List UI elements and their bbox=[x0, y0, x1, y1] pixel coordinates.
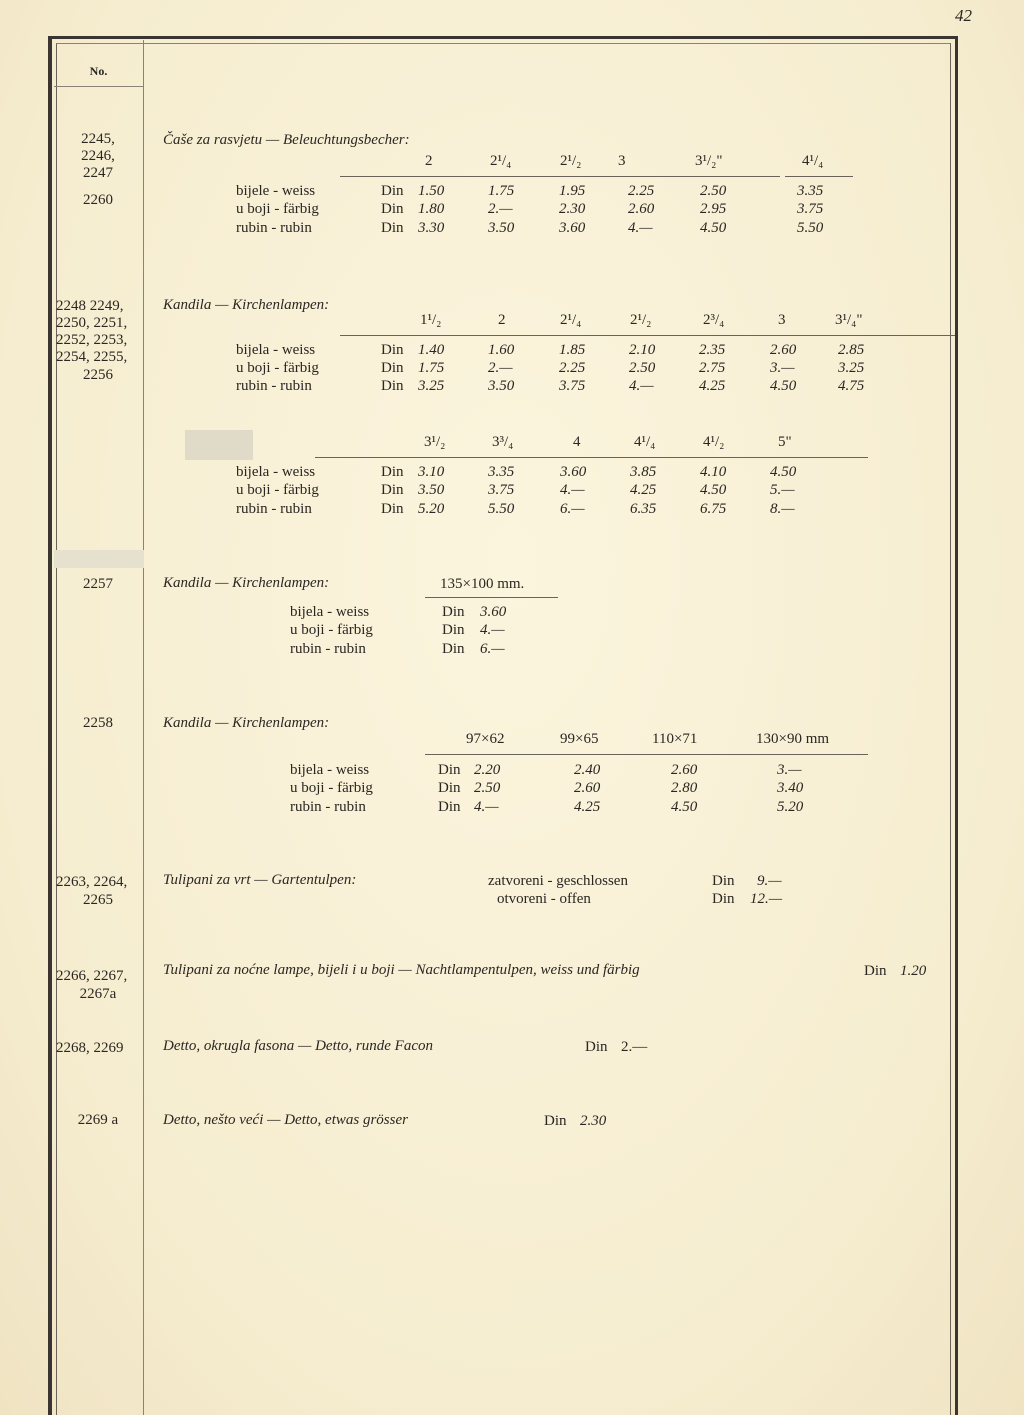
price: 4.50 bbox=[770, 378, 797, 394]
price: 4.50 bbox=[671, 799, 698, 815]
price: 6.75 bbox=[700, 501, 727, 517]
currency-label: Din bbox=[381, 360, 404, 376]
price: 5.20 bbox=[777, 799, 804, 815]
price: 3.50 bbox=[488, 378, 515, 394]
price: 1.85 bbox=[559, 342, 586, 358]
price: 2.95 bbox=[700, 201, 727, 217]
column-header: 2¹/₂ bbox=[560, 153, 582, 169]
item-number: 2257 bbox=[83, 576, 113, 592]
column-header: 3¹/₂ bbox=[424, 434, 446, 450]
currency-label: Din bbox=[438, 780, 461, 796]
price: 2.50 bbox=[629, 360, 656, 376]
row-label: rubin - rubin bbox=[290, 799, 366, 815]
row-label: u boji - färbig bbox=[236, 482, 319, 498]
header-rule bbox=[340, 335, 955, 336]
price: 6.35 bbox=[630, 501, 657, 517]
header-rule bbox=[425, 754, 868, 755]
currency-label: Din bbox=[381, 482, 404, 498]
item-number: 2266, 2267, bbox=[56, 968, 128, 984]
price: 6.— bbox=[480, 641, 505, 657]
currency-label: Din bbox=[712, 873, 735, 889]
currency-label: Din bbox=[864, 963, 887, 979]
item-number: 2265 bbox=[83, 892, 113, 908]
price: 3.25 bbox=[418, 378, 445, 394]
column-header: 4¹/₄ bbox=[634, 434, 656, 450]
price: 4.— bbox=[628, 220, 653, 236]
row-label: rubin - rubin bbox=[236, 378, 312, 394]
currency-label: Din bbox=[381, 220, 404, 236]
page-number: 42 bbox=[955, 6, 972, 25]
price: 4.50 bbox=[700, 482, 727, 498]
price: 1.75 bbox=[418, 360, 445, 376]
price: 6.— bbox=[560, 501, 585, 517]
row-label: bijele - weiss bbox=[236, 183, 316, 199]
price: 2.25 bbox=[628, 183, 655, 199]
price: 3.60 bbox=[559, 220, 586, 236]
price: 5.— bbox=[770, 482, 795, 498]
bleed-through-mark bbox=[54, 550, 144, 568]
currency-label: Din bbox=[381, 501, 404, 517]
price: 3.75 bbox=[797, 201, 824, 217]
header-rule bbox=[54, 86, 143, 87]
price: 1.95 bbox=[559, 183, 586, 199]
price: 3.60 bbox=[560, 464, 587, 480]
price: 4.— bbox=[560, 482, 585, 498]
price: 1.40 bbox=[418, 342, 445, 358]
price: 2.— bbox=[488, 201, 513, 217]
price: 2.— bbox=[621, 1039, 648, 1055]
price: 9.— bbox=[757, 873, 782, 889]
price: 2.75 bbox=[699, 360, 726, 376]
price: 2.60 bbox=[671, 762, 698, 778]
entry-title: Čaše za rasvjetu — Beleuchtungsbecher: bbox=[163, 132, 410, 148]
price: 4.50 bbox=[770, 464, 797, 480]
price: 4.— bbox=[629, 378, 654, 394]
currency-label: Din bbox=[381, 183, 404, 199]
price: 3.50 bbox=[418, 482, 445, 498]
price: 5.50 bbox=[488, 501, 515, 517]
column-header: 2 bbox=[498, 312, 506, 328]
row-label: rubin - rubin bbox=[236, 501, 312, 517]
row-label: rubin - rubin bbox=[290, 641, 366, 657]
price: 2.25 bbox=[559, 360, 586, 376]
item-number: 2247 bbox=[83, 165, 113, 181]
row-label: u boji - färbig bbox=[236, 360, 319, 376]
price: 2.— bbox=[488, 360, 513, 376]
item-number: 2248 2249, bbox=[56, 298, 124, 314]
currency-label: Din bbox=[585, 1039, 608, 1055]
row-label: u boji - färbig bbox=[236, 201, 319, 217]
column-header: 1¹/₂ bbox=[420, 312, 442, 328]
price: 2.35 bbox=[699, 342, 726, 358]
price: 3.60 bbox=[480, 604, 507, 620]
price: 2.30 bbox=[559, 201, 586, 217]
price: 1.20 bbox=[900, 963, 927, 979]
price: 2.10 bbox=[629, 342, 656, 358]
currency-label: Din bbox=[381, 464, 404, 480]
price: 1.50 bbox=[418, 183, 445, 199]
number-column-header: No. bbox=[89, 64, 108, 78]
currency-label: Din bbox=[438, 762, 461, 778]
column-divider bbox=[143, 40, 144, 1415]
price: 3.75 bbox=[559, 378, 586, 394]
column-header: 3³/₄ bbox=[492, 434, 514, 450]
currency-label: Din bbox=[442, 604, 465, 620]
price: 3.35 bbox=[797, 183, 824, 199]
price: 3.30 bbox=[418, 220, 445, 236]
price: 1.80 bbox=[418, 201, 445, 217]
entry-title: Detto, nešto veći — Detto, etwas grösser bbox=[163, 1112, 408, 1128]
price: 2.60 bbox=[770, 342, 797, 358]
price: 3.85 bbox=[630, 464, 657, 480]
price: 4.75 bbox=[838, 378, 865, 394]
price: 12.— bbox=[750, 891, 783, 907]
column-header: 2³/₄ bbox=[703, 312, 725, 328]
price: 3.35 bbox=[488, 464, 515, 480]
size-label: 135×100 mm. bbox=[440, 576, 525, 592]
entry-title: Detto, okrugla fasona — Detto, runde Facon bbox=[163, 1038, 433, 1054]
item-number: 2269 a bbox=[77, 1112, 119, 1128]
column-header: 2 bbox=[425, 153, 433, 169]
bleed-through-mark bbox=[185, 430, 253, 460]
header-rule bbox=[425, 597, 558, 598]
price: 1.75 bbox=[488, 183, 515, 199]
price: 4.— bbox=[474, 799, 499, 815]
row-label: otvoreni - offen bbox=[497, 891, 591, 907]
item-number: 2268, 2269 bbox=[56, 1040, 124, 1056]
currency-label: Din bbox=[442, 641, 465, 657]
price: 1.60 bbox=[488, 342, 515, 358]
price: 2.60 bbox=[628, 201, 655, 217]
entry-title: Kandila — Kirchenlampen: bbox=[163, 715, 330, 731]
price: 3.75 bbox=[488, 482, 515, 498]
price: 3.25 bbox=[838, 360, 865, 376]
row-label: bijela - weiss bbox=[236, 464, 316, 480]
header-rule bbox=[785, 176, 853, 177]
column-header: 4¹/₂ bbox=[703, 434, 725, 450]
item-number: 2263, 2264, bbox=[56, 874, 128, 890]
price: 3.— bbox=[770, 360, 795, 376]
header-rule bbox=[340, 176, 780, 177]
price: 4.25 bbox=[699, 378, 726, 394]
price: 4.25 bbox=[630, 482, 657, 498]
item-number: 2267a bbox=[79, 986, 117, 1002]
currency-label: Din bbox=[381, 201, 404, 217]
row-label: bijela - weiss bbox=[290, 604, 370, 620]
column-header: 2¹/₂ bbox=[630, 312, 652, 328]
item-number: 2254, 2255, bbox=[56, 349, 128, 365]
column-header: 2¹/₄ bbox=[490, 153, 512, 169]
column-header: 3¹/₂" bbox=[695, 153, 723, 169]
item-number: 2246, bbox=[81, 148, 115, 164]
column-header: 99×65 bbox=[560, 731, 599, 747]
column-header: 3 bbox=[778, 312, 786, 328]
entry-title: Kandila — Kirchenlampen: bbox=[163, 575, 330, 591]
price: 2.50 bbox=[700, 183, 727, 199]
price: 2.80 bbox=[671, 780, 698, 796]
column-header: 4 bbox=[573, 434, 581, 450]
price: 5.50 bbox=[797, 220, 824, 236]
currency-label: Din bbox=[442, 622, 465, 638]
item-number: 2260 bbox=[83, 192, 113, 208]
currency-label: Din bbox=[544, 1113, 567, 1129]
entry-title: Kandila — Kirchenlampen: bbox=[163, 297, 330, 313]
entry-title: Tulipani za noćne lampe, bijeli i u boji — Nachtlampentulpen, weiss und färbig bbox=[163, 962, 640, 978]
price: 2.30 bbox=[580, 1113, 607, 1129]
row-label: u boji - färbig bbox=[290, 780, 373, 796]
item-number: 2252, 2253, bbox=[56, 332, 128, 348]
column-header: 2¹/₄ bbox=[560, 312, 582, 328]
currency-label: Din bbox=[381, 378, 404, 394]
price: 8.— bbox=[770, 501, 795, 517]
price: 5.20 bbox=[418, 501, 445, 517]
price: 3.— bbox=[777, 762, 802, 778]
price: 4.25 bbox=[574, 799, 601, 815]
price: 3.50 bbox=[488, 220, 515, 236]
row-label: u boji - färbig bbox=[290, 622, 373, 638]
row-label: rubin - rubin bbox=[236, 220, 312, 236]
price: 2.85 bbox=[838, 342, 865, 358]
column-header: 3¹/₄" bbox=[835, 312, 863, 328]
row-label: bijela - weiss bbox=[236, 342, 316, 358]
currency-label: Din bbox=[712, 891, 735, 907]
price: 4.— bbox=[480, 622, 505, 638]
column-header: 97×62 bbox=[466, 731, 505, 747]
item-number: 2258 bbox=[83, 715, 113, 731]
column-header: 110×71 bbox=[652, 731, 698, 747]
column-header: 130×90 mm bbox=[756, 731, 830, 747]
row-label: bijela - weiss bbox=[290, 762, 370, 778]
currency-label: Din bbox=[381, 342, 404, 358]
column-header: 5" bbox=[778, 434, 792, 450]
column-header: 4¹/₄ bbox=[802, 153, 824, 169]
price: 2.50 bbox=[474, 780, 501, 796]
item-number: 2256 bbox=[83, 367, 113, 383]
currency-label: Din bbox=[438, 799, 461, 815]
column-header: 3 bbox=[618, 153, 626, 169]
price: 2.20 bbox=[474, 762, 501, 778]
price: 4.10 bbox=[700, 464, 727, 480]
price: 3.10 bbox=[418, 464, 445, 480]
price: 2.60 bbox=[574, 780, 601, 796]
price: 3.40 bbox=[777, 780, 804, 796]
item-number: 2250, 2251, bbox=[56, 315, 128, 331]
entry-title: Tulipani za vrt — Gartentulpen: bbox=[163, 872, 357, 888]
price: 4.50 bbox=[700, 220, 727, 236]
price: 2.40 bbox=[574, 762, 601, 778]
item-number: 2245, bbox=[81, 131, 115, 147]
header-rule bbox=[315, 457, 868, 458]
row-label: zatvoreni - geschlossen bbox=[488, 873, 628, 889]
